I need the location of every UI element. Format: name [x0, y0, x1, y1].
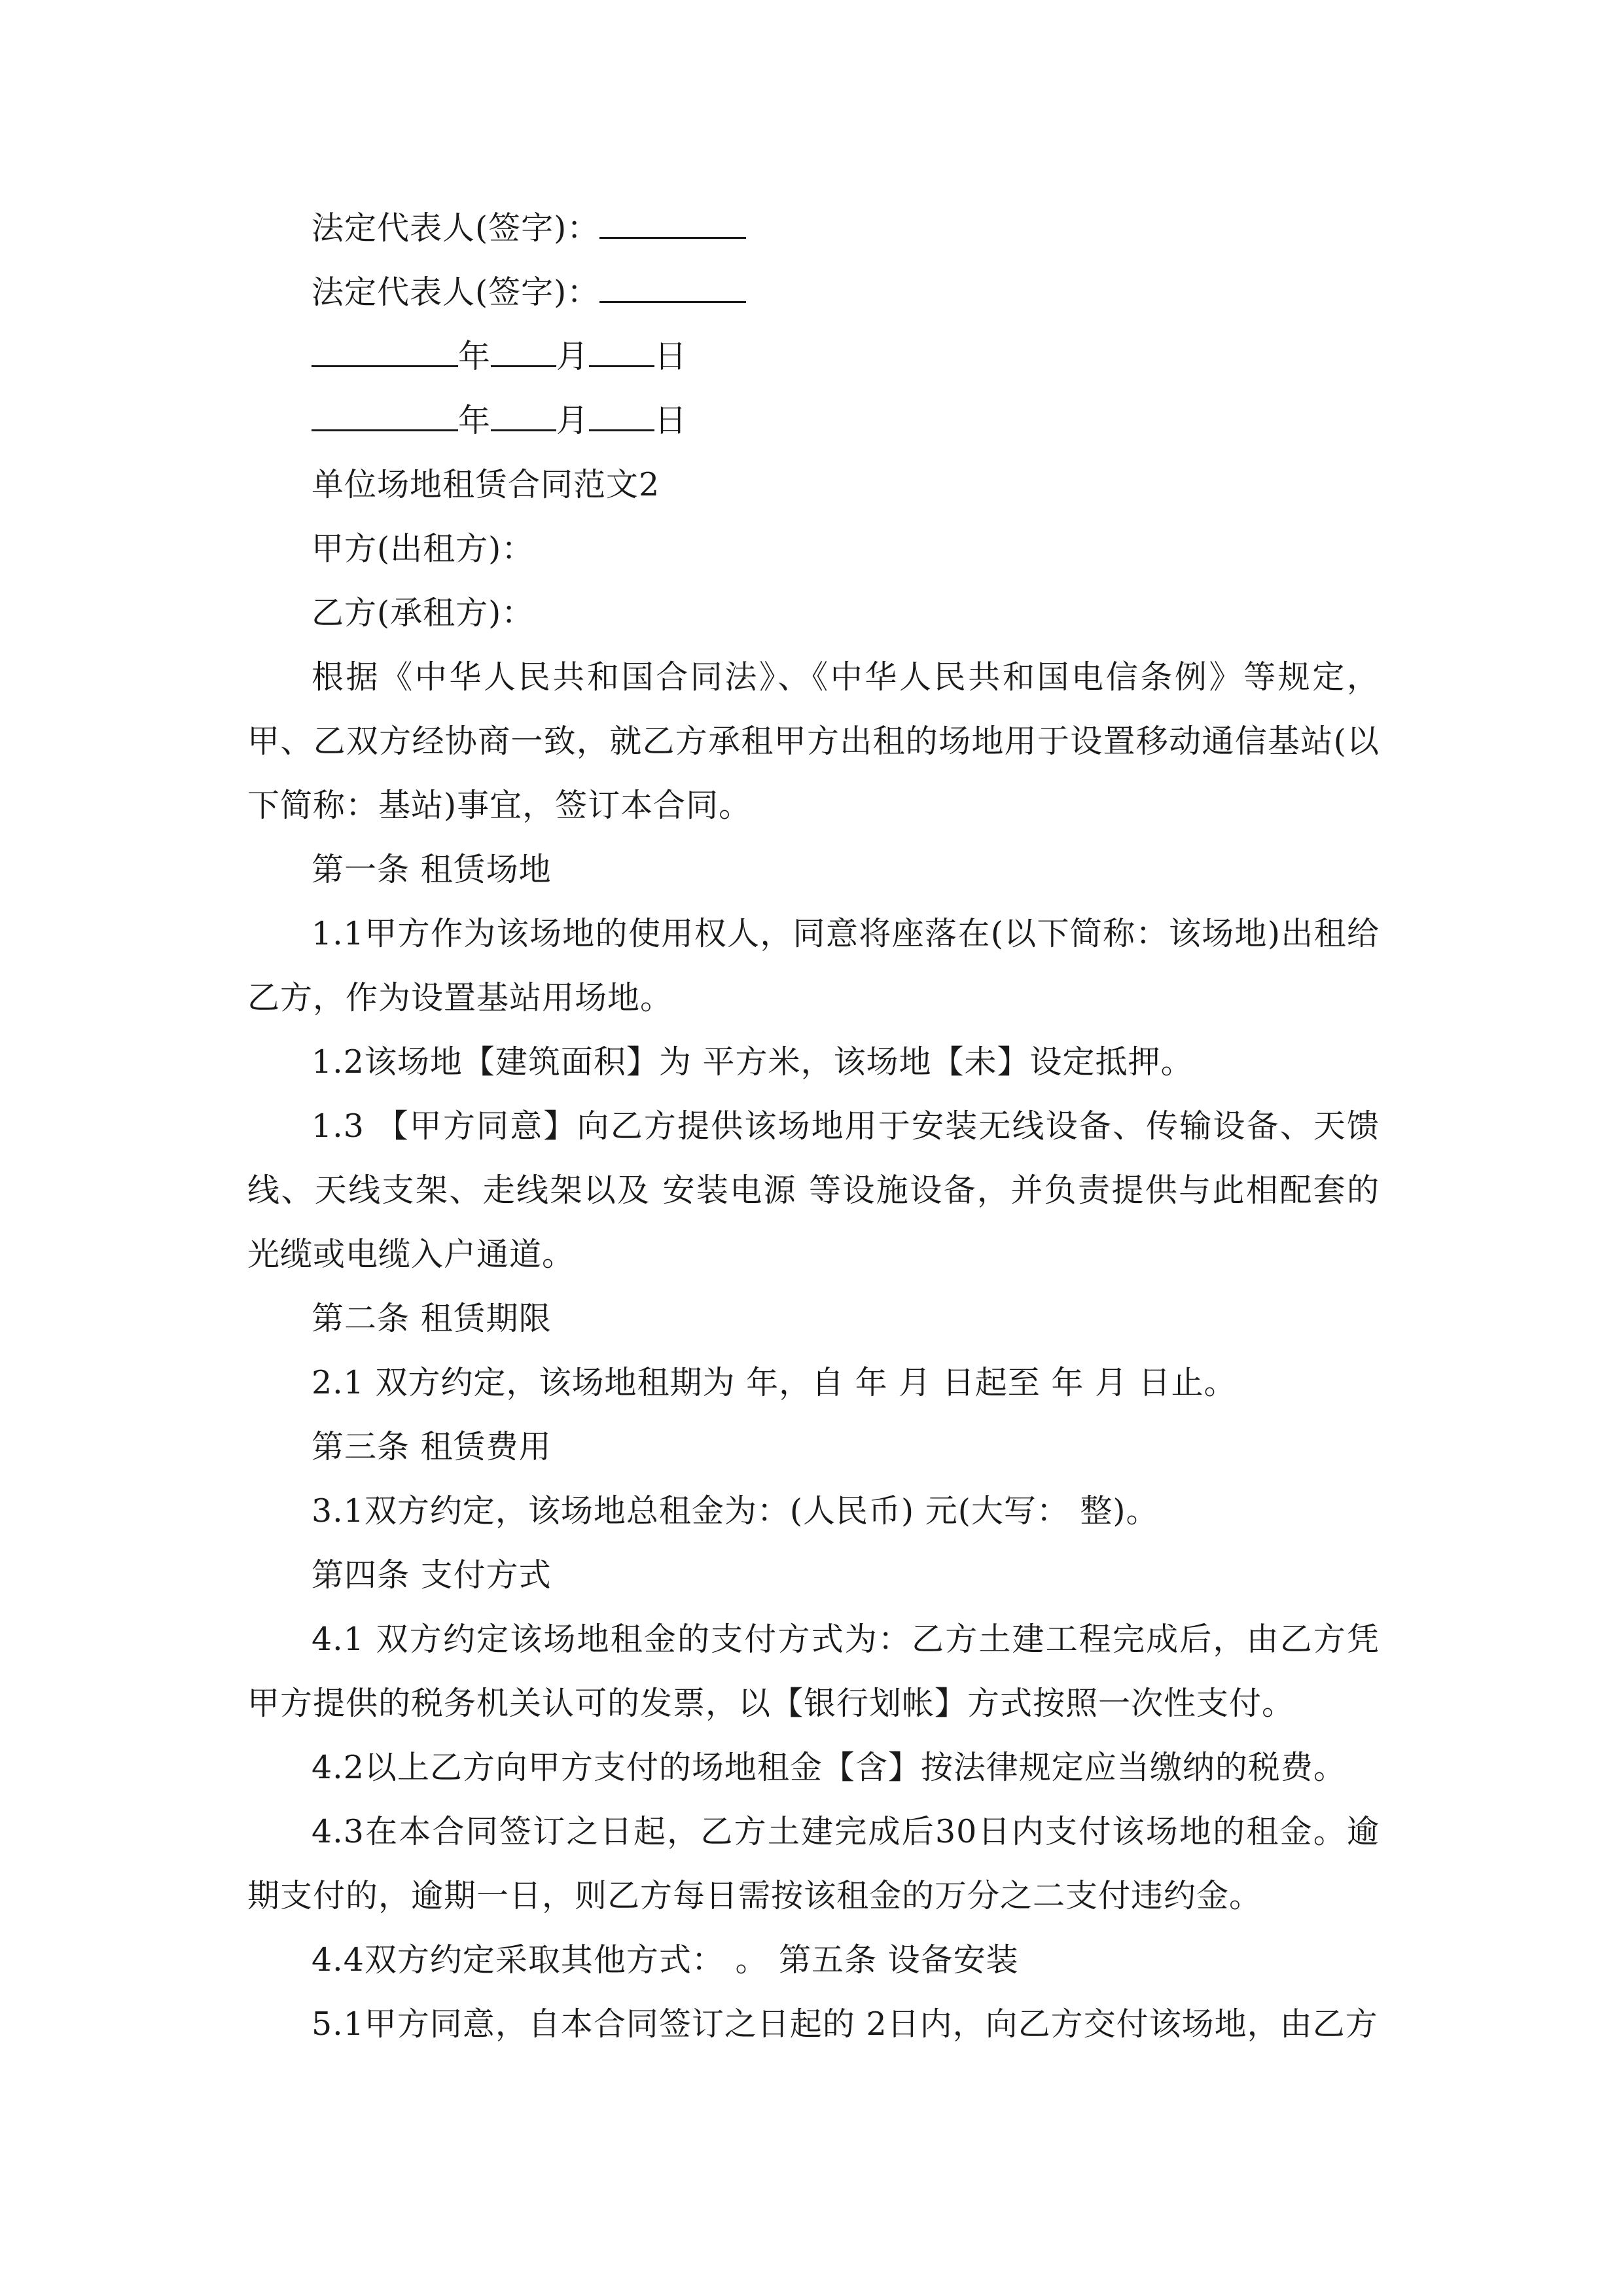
signature-line-2 — [247, 260, 1380, 325]
month-label: 月 — [556, 338, 590, 375]
signature-blank — [599, 268, 746, 303]
article-2-heading: 第二条 租赁期限 — [312, 1300, 552, 1337]
article-3-heading: 第三条 租赁费用 — [312, 1428, 552, 1465]
clause-4-3: 4.3在本合同签订之日起，乙方土建完成后30日内支付该场地的租金。逾期支付的，逾期一日，则乙方每日需按该租金的万分之二支付违约金。 — [247, 1813, 1380, 1914]
clause-3-1: 3.1双方约定，该场地总租金为：(人民币) 元(大写： 整)。 — [312, 1492, 1159, 1530]
clause-1-2: 1.2该场地【建筑面积】为 平方米，该场地【未】设定抵押。 — [312, 1043, 1194, 1081]
day-label: 日 — [654, 338, 688, 375]
signature-blank — [599, 204, 746, 239]
date-line-1 — [247, 325, 1380, 389]
year-label: 年 — [458, 338, 491, 375]
year-blank — [312, 332, 458, 367]
date-line-2 — [247, 389, 1380, 453]
clause-1-3: 1.3 【甲方同意】向乙方提供该场地用于安装无线设备、传输设备、天馈线、天线支架、走线架以及 安装电源 等设施设备，并负责提供与此相配套的光缆或电缆入户通道。 — [247, 1107, 1380, 1273]
party-a: 甲方(出租方)： — [312, 530, 535, 567]
clause-2-1: 2.1 双方约定，该场地租期为 年，自 年 月 日起至 年 月 日止。 — [312, 1364, 1237, 1401]
article-4-heading: 第四条 支付方式 — [312, 1556, 552, 1594]
day-blank — [589, 332, 654, 367]
intro-paragraph: 根据《中华人民共和国合同法》、《中华人民共和国电信条例》等规定，甲、乙双方经协商一致，就乙方承租甲方出租的场地用于设置移动通信基站(以下简称：基站)事宜，签订本合同。 — [247, 658, 1380, 824]
clause-4-2: 4.2以上乙方向甲方支付的场地租金【含】按法律规定应当缴纳的税费。 — [312, 1749, 1346, 1786]
clause-5-1: 5.1甲方同意，自本合同签订之日起的 2日内，向乙方交付该场地，由乙方 — [312, 2005, 1378, 2043]
month-label: 月 — [556, 402, 590, 439]
clause-1-1: 1.1甲方作为该场地的使用权人，同意将座落在(以下简称：该场地)出租给乙方，作为设置基站用场地。 — [247, 915, 1380, 1016]
day-blank — [589, 397, 654, 431]
signature-line-1 — [247, 196, 1380, 260]
document-title: 单位场地租赁合同范文2 — [312, 466, 660, 503]
legal-rep-label: 法定代表人(签字)： — [312, 274, 600, 311]
article-1-heading: 第一条 租赁场地 — [312, 851, 552, 888]
day-label: 日 — [654, 402, 688, 439]
clause-4-4: 4.4双方约定采取其他方式： 。 第五条 设备安装 — [312, 1941, 1019, 1979]
contract-body — [247, 196, 1380, 2056]
month-blank — [491, 397, 556, 431]
legal-rep-label: 法定代表人(签字)： — [312, 209, 600, 247]
year-blank — [312, 397, 458, 431]
clause-4-1: 4.1 双方约定该场地租金的支付方式为：乙方土建工程完成后，由乙方凭甲方提供的税务机关认可的发票，以【银行划帐】方式按照一次性支付。 — [247, 1621, 1380, 1722]
party-b: 乙方(承租方)： — [312, 594, 535, 632]
year-label: 年 — [458, 402, 491, 439]
month-blank — [491, 332, 556, 367]
